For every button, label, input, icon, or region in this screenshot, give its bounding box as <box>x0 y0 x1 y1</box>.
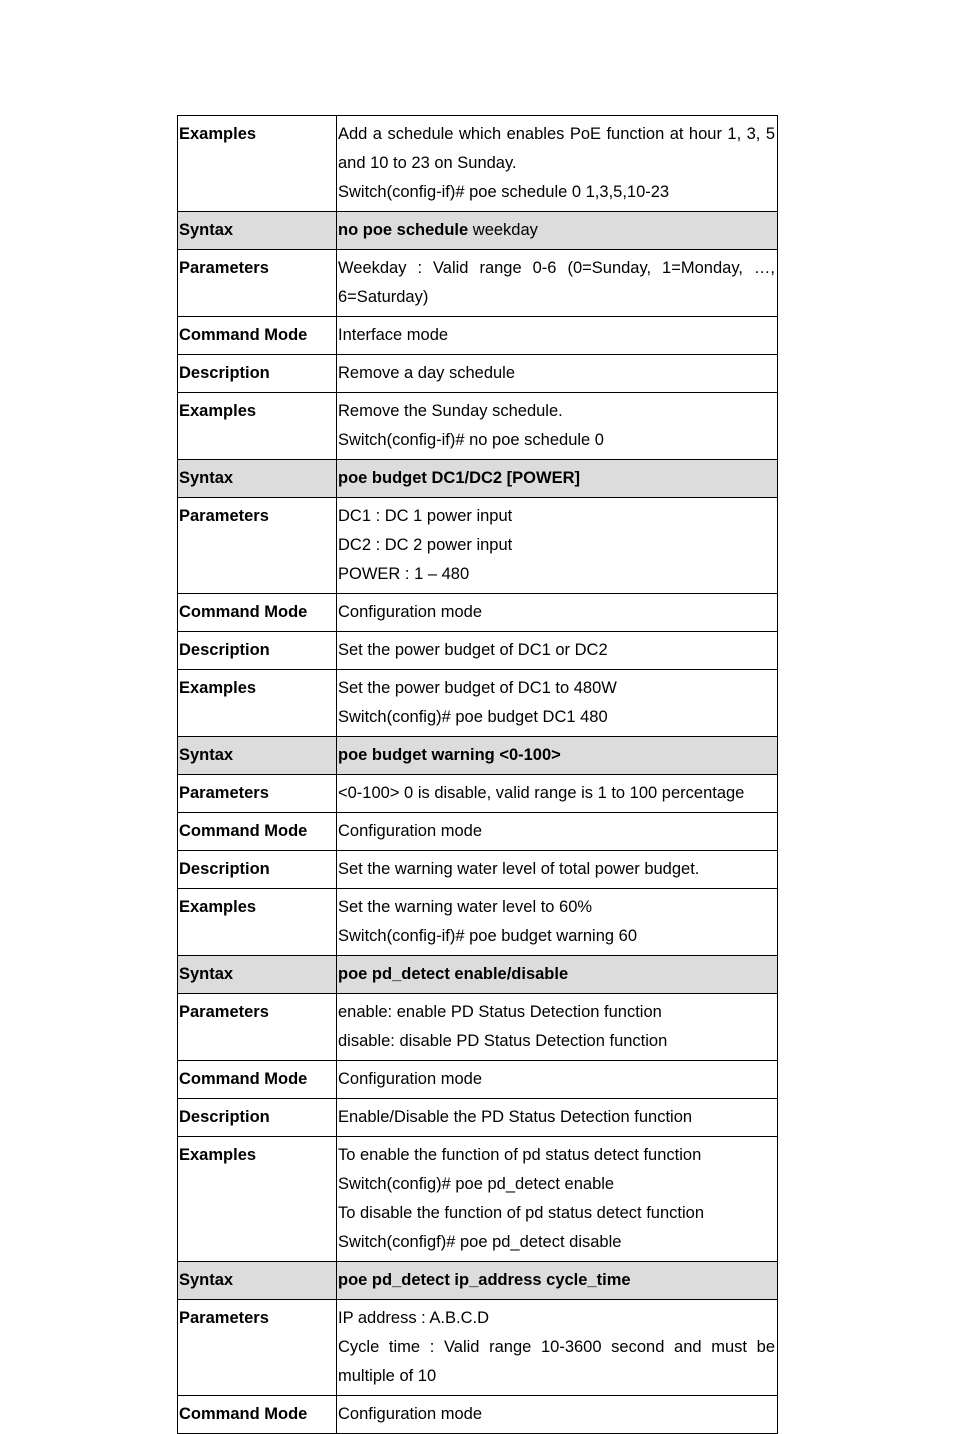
syntax-value <box>337 212 778 250</box>
example-text: Set the power budget of DC1 to 480W <box>338 679 617 697</box>
row-label: Examples <box>178 116 337 212</box>
syntax-command: poe budget warning <0-100> <box>337 737 778 775</box>
example-command: Switch(configf)# poe pd_detect disable <box>338 1233 622 1251</box>
row-value <box>337 1300 778 1396</box>
syntax-command: poe pd_detect enable/disable <box>337 956 778 994</box>
row-label: Description <box>178 1099 337 1137</box>
row-value: Set the power budget of DC1 or DC2 <box>337 632 778 670</box>
syntax-row <box>178 737 778 775</box>
row-label: Description <box>178 355 337 393</box>
row-label: Syntax <box>178 212 337 250</box>
table-row <box>178 994 778 1061</box>
table-row <box>178 1137 778 1262</box>
syntax-command: poe pd_detect ip_address cycle_time <box>337 1262 778 1300</box>
table-row <box>178 1099 778 1137</box>
row-value <box>337 1137 778 1262</box>
parameter-text: Weekday : Valid range 0-6 (0=Sunday, 1=Monday, …, 6=Saturday) <box>338 259 775 306</box>
parameter-text: POWER : 1 – 480 <box>338 565 470 583</box>
table-row <box>178 393 778 460</box>
table-row <box>178 355 778 393</box>
row-value: Enable/Disable the PD Status Detection function <box>337 1099 778 1137</box>
row-value: Configuration mode <box>337 594 778 632</box>
parameter-text: IP address : A.B.C.D <box>338 1309 490 1327</box>
row-value <box>337 250 778 317</box>
row-value: Set the warning water level of total power budget. <box>337 851 778 889</box>
example-command: Switch(config-if)# poe budget warning 60 <box>338 927 638 945</box>
example-text: To disable the function of pd status detect function <box>338 1204 704 1222</box>
example-command: Switch(config)# poe budget DC1 480 <box>338 708 608 726</box>
table-row <box>178 1300 778 1396</box>
parameter-text: DC2 : DC 2 power input <box>338 536 513 554</box>
syntax-row <box>178 212 778 250</box>
row-label: Syntax <box>178 1262 337 1300</box>
row-value <box>337 498 778 594</box>
row-value <box>337 393 778 460</box>
table-row <box>178 594 778 632</box>
row-label: Parameters <box>178 994 337 1061</box>
table-row <box>178 116 778 212</box>
parameter-text: DC1 : DC 1 power input <box>338 507 513 525</box>
table-row <box>178 250 778 317</box>
row-label: Examples <box>178 393 337 460</box>
row-value: Configuration mode <box>337 1396 778 1434</box>
row-value: Configuration mode <box>337 1061 778 1099</box>
row-value <box>337 670 778 737</box>
row-label: Syntax <box>178 460 337 498</box>
row-label: Parameters <box>178 250 337 317</box>
row-label: Command Mode <box>178 317 337 355</box>
table-row <box>178 317 778 355</box>
row-label: Parameters <box>178 498 337 594</box>
syntax-row <box>178 460 778 498</box>
table-row <box>178 775 778 813</box>
table-row <box>178 813 778 851</box>
example-command: Switch(config-if)# poe schedule 0 1,3,5,10-23 <box>338 183 670 201</box>
row-value: Remove a day schedule <box>337 355 778 393</box>
row-value: Configuration mode <box>337 813 778 851</box>
row-label: Examples <box>178 1137 337 1262</box>
table-row <box>178 851 778 889</box>
parameter-text: enable: enable PD Status Detection function <box>338 1003 662 1021</box>
example-text: To enable the function of pd status detect function <box>338 1146 702 1164</box>
row-value <box>337 889 778 956</box>
row-label: Syntax <box>178 956 337 994</box>
row-label: Parameters <box>178 1300 337 1396</box>
row-label: Examples <box>178 670 337 737</box>
row-label: Description <box>178 851 337 889</box>
row-label: Parameters <box>178 775 337 813</box>
row-value: <0-100> 0 is disable, valid range is 1 to 100 percentage <box>337 775 778 813</box>
parameter-text: Cycle time : Valid range 10-3600 second and must be multiple of 10 <box>338 1338 775 1385</box>
table-row <box>178 498 778 594</box>
syntax-argument: weekday <box>468 221 538 239</box>
command-reference-table <box>177 115 778 1434</box>
table-row <box>178 632 778 670</box>
syntax-command: no poe schedule <box>338 221 469 239</box>
table-row <box>178 1396 778 1434</box>
row-value <box>337 116 778 212</box>
syntax-command: poe budget DC1/DC2 [POWER] <box>337 460 778 498</box>
row-value: Interface mode <box>337 317 778 355</box>
row-label: Command Mode <box>178 594 337 632</box>
row-label: Description <box>178 632 337 670</box>
table-row <box>178 1061 778 1099</box>
example-command: Switch(config)# poe pd_detect enable <box>338 1175 615 1193</box>
example-text: Add a schedule which enables PoE function at hour 1, 3, 5 and 10 to 23 on Sunday. <box>338 125 775 172</box>
row-value <box>337 994 778 1061</box>
parameter-text: disable: disable PD Status Detection function <box>338 1032 668 1050</box>
row-label: Command Mode <box>178 1396 337 1434</box>
row-label: Examples <box>178 889 337 956</box>
table-row <box>178 889 778 956</box>
syntax-row <box>178 956 778 994</box>
example-command: Switch(config-if)# no poe schedule 0 <box>338 431 604 449</box>
syntax-row <box>178 1262 778 1300</box>
row-label: Syntax <box>178 737 337 775</box>
example-text: Set the warning water level to 60% <box>338 898 593 916</box>
row-label: Command Mode <box>178 813 337 851</box>
row-label: Command Mode <box>178 1061 337 1099</box>
example-text: Remove the Sunday schedule. <box>338 402 563 420</box>
table-row <box>178 670 778 737</box>
